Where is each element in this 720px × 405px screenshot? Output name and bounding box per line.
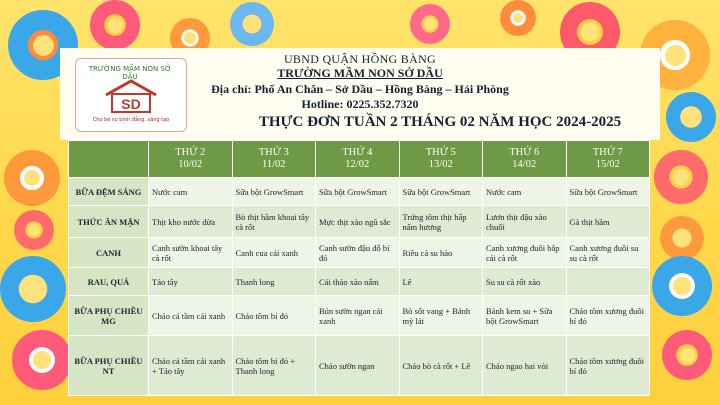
menu-cell: Cháo tôm xương đuôi bí đỏ xyxy=(566,336,650,396)
day-header: THỨ 4 12/02 xyxy=(316,141,400,178)
school-address: Địa chỉ: Phố An Chân – Sở Dầu – Hồng Bàng – Hải Phòng xyxy=(211,82,509,96)
menu-cell: Thịt kho nước dừa xyxy=(149,206,233,238)
menu-cell: Cải thảo xào nấm xyxy=(316,268,400,296)
flower-decoration xyxy=(662,330,712,380)
menu-cell: Riêu cá su hào xyxy=(399,238,483,268)
corner-cell xyxy=(69,141,149,178)
menu-cell: Cháo tôm bí đỏ + Thanh long xyxy=(232,336,316,396)
table-header-row xyxy=(69,141,650,178)
flower-decoration xyxy=(4,150,60,206)
table-row xyxy=(69,206,650,238)
menu-cell: Nước cam xyxy=(483,178,567,206)
school-hotline: Hotline: 0225.352.7320 xyxy=(301,97,419,111)
menu-cell xyxy=(566,268,650,296)
menu-cell: Táo tây xyxy=(149,268,233,296)
menu-cell: Lê xyxy=(399,268,483,296)
meal-label: BỮA PHỤ CHIỀU MG xyxy=(69,296,149,336)
flower-decoration xyxy=(14,210,54,250)
menu-cell: Canh cua cải xanh xyxy=(232,238,316,268)
table-row xyxy=(69,178,650,206)
menu-cell: Cháo bò cà rốt + Lê xyxy=(399,336,483,396)
menu-cell: Bò thịt hầm khoai tây cà rốt xyxy=(232,206,316,238)
menu-cell: Cháo cá tầm cải xanh + Táo tây xyxy=(149,336,233,396)
table-row xyxy=(69,336,650,396)
menu-cell: Cháo tôm xương đuôi bí đỏ xyxy=(566,296,650,336)
menu-title: THỰC ĐƠN TUẦN 2 THÁNG 02 NĂM HỌC 2024-2025 xyxy=(258,114,622,130)
menu-cell: Thanh long xyxy=(232,268,316,296)
flower-decoration xyxy=(12,330,72,390)
menu-cell: Trứng tôm thịt hấp nấm hương xyxy=(399,206,483,238)
menu-cell: Bún sườn ngan cải xanh xyxy=(316,296,400,336)
weekly-menu-table xyxy=(68,140,650,396)
menu-cell: Sữa bột GrowSmart xyxy=(232,178,316,206)
menu-cell: Cháo sườn ngan xyxy=(316,336,400,396)
menu-cell: Nước cam xyxy=(149,178,233,206)
flower-decoration xyxy=(230,2,274,46)
logo-arc-text: TRƯỜNG MẦM NON SỞ DẦU xyxy=(88,65,172,81)
logo-caption: Cho bé sự bình đẳng, sáng tạo xyxy=(92,117,170,123)
menu-cell: Sữa bột GrowSmart xyxy=(566,178,650,206)
meal-label: CANH xyxy=(69,238,149,268)
table-row xyxy=(69,268,650,296)
day-header: THỨ 7 15/02 xyxy=(566,141,650,178)
flower-decoration xyxy=(410,4,450,44)
menu-cell: Gà thịt hầm xyxy=(566,206,650,238)
logo-monogram: SD xyxy=(121,96,141,112)
menu-cell: Lươn thịt đậu xào chuối xyxy=(483,206,567,238)
menu-cell: Canh xương đuôi su su cà rốt xyxy=(566,238,650,268)
day-header: THỨ 6 14/02 xyxy=(483,141,567,178)
menu-cell: Canh sườn đậu đỗ bí đỏ xyxy=(316,238,400,268)
menu-cell: Canh xương đuôi bắp cải cà rốt xyxy=(483,238,567,268)
menu-cell: Su su cà rốt xào xyxy=(483,268,567,296)
menu-cell: Sữa bột GrowSmart xyxy=(316,178,400,206)
flower-decoration xyxy=(652,256,712,316)
meal-label: BỮA PHỤ CHIỀU NT xyxy=(69,336,149,396)
day-header: THỨ 3 11/02 xyxy=(232,141,316,178)
meal-label: THỨC ĂN MẶN xyxy=(69,206,149,238)
day-header: THỨ 5 13/02 xyxy=(399,141,483,178)
flower-decoration xyxy=(660,216,704,260)
menu-cell: Cháo tôm bí đỏ xyxy=(232,296,316,336)
table-row xyxy=(69,238,650,268)
menu-cell: Bánh kem su + Sữa bột GrowSmart xyxy=(483,296,567,336)
menu-cell: Cháo ngao hai vòi xyxy=(483,336,567,396)
menu-cell: Mực thịt xào ngũ sắc xyxy=(316,206,400,238)
menu-cell: Bò sốt vang + Bánh mỳ lát xyxy=(399,296,483,336)
day-header: THỨ 2 10/02 xyxy=(149,141,233,178)
flower-decoration xyxy=(90,0,140,50)
meal-label: RAU, QUẢ xyxy=(69,268,149,296)
menu-cell: Canh sườn khoai tây cà rốt xyxy=(149,238,233,268)
menu-cell: Sữa bột GrowSmart xyxy=(399,178,483,206)
district-name: UBND QUẬN HỒNG BÀNG xyxy=(283,52,437,66)
menu-cell: Cháo cá tầm cải xanh xyxy=(149,296,233,336)
meal-label: BỮA ĐỆM SÁNG xyxy=(69,178,149,206)
school-name: TRƯỜNG MẦM NON SỞ DẦU xyxy=(277,66,443,80)
flower-decoration xyxy=(654,150,708,204)
flower-decoration xyxy=(0,256,66,322)
table-row xyxy=(69,296,650,336)
flower-decoration xyxy=(500,0,536,36)
